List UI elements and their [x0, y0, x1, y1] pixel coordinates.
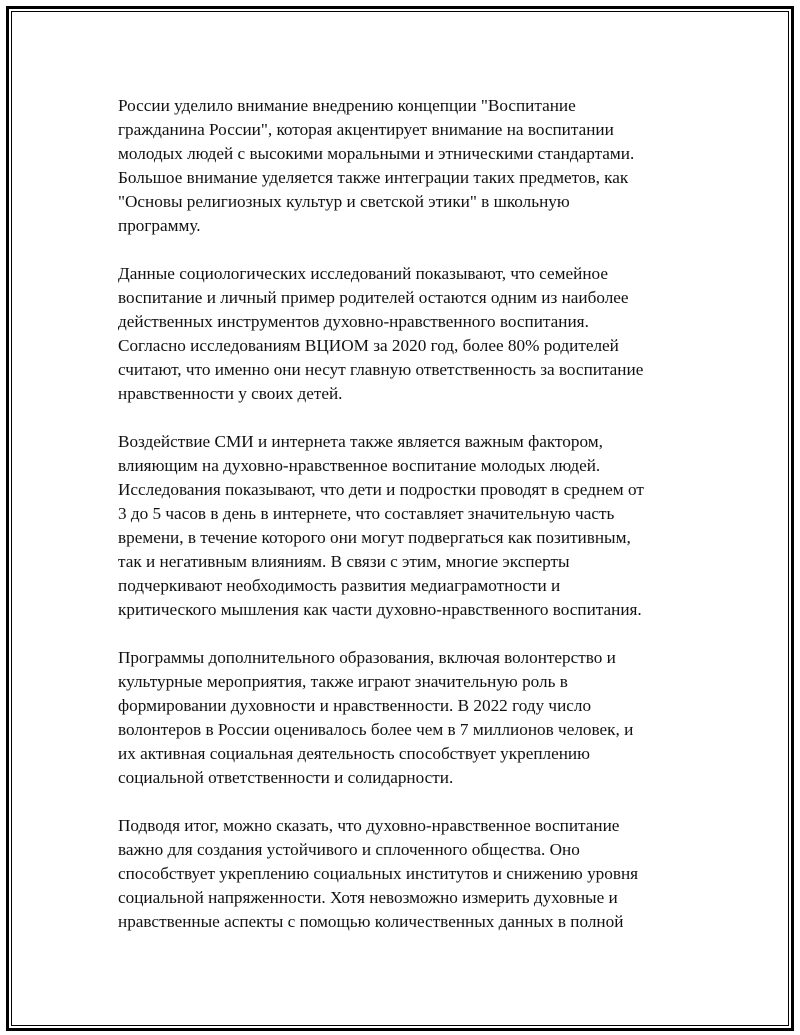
text-line: формировании духовности и нравственности. В 2022 году число: [118, 696, 592, 715]
paragraph: [118, 430, 688, 622]
text-line: Данные социологических исследований показывают, что семейное: [118, 264, 608, 283]
text-line: критического мышления как части духовно-нравственного воспитания.: [118, 600, 642, 619]
text-line: социальной ответственности и солидарности.: [118, 768, 454, 787]
paragraph: [118, 94, 688, 238]
text-line: "Основы религиозных культур и светской этики" в школьную: [118, 192, 570, 211]
text-line: Исследования показывают, что дети и подростки проводят в среднем от: [118, 480, 644, 499]
text-line: так и негативным влияниям. В связи с этим, многие эксперты: [118, 552, 570, 571]
text-line: влияющим на духовно-нравственное воспитание молодых людей.: [118, 456, 601, 475]
text-line: молодых людей с высокими моральными и этническими стандартами.: [118, 144, 635, 163]
paragraph: [118, 262, 688, 406]
text-line: культурные мероприятия, также играют значительную роль в: [118, 672, 568, 691]
text-line: 3 до 5 часов в день в интернете, что составляет значительную часть: [118, 504, 615, 523]
text-line: их активная социальная деятельность способствует укреплению: [118, 744, 590, 763]
text-line: считают, что именно они несут главную ответственность за воспитание: [118, 360, 644, 379]
text-line: гражданина России", которая акцентирует внимание на воспитании: [118, 120, 614, 139]
text-line: программу.: [118, 216, 201, 235]
text-line: воспитание и личный пример родителей остаются одним из наиболее: [118, 288, 629, 307]
document-body: [118, 94, 688, 958]
text-line: времени, в течение которого они могут подвергаться как позитивным,: [118, 528, 631, 547]
text-line: Большое внимание уделяется также интеграции таких предметов, как: [118, 168, 629, 187]
text-line: Подводя итог, можно сказать, что духовно-нравственное воспитание: [118, 816, 620, 835]
text-line: подчеркивают необходимость развития медиаграмотности и: [118, 576, 561, 595]
text-line: способствует укреплению социальных институтов и снижению уровня: [118, 864, 639, 883]
text-line: действенных инструментов духовно-нравственного воспитания.: [118, 312, 589, 331]
text-line: России уделило внимание внедрению концепции "Воспитание: [118, 96, 576, 115]
text-line: Воздействие СМИ и интернета также является важным фактором,: [118, 432, 603, 451]
paragraph: [118, 814, 688, 934]
text-line: Согласно исследованиям ВЦИОМ за 2020 год, более 80% родителей: [118, 336, 619, 355]
text-line: волонтеров в России оценивалось более чем в 7 миллионов человек, и: [118, 720, 634, 739]
text-line: нравственные аспекты с помощью количественных данных в полной: [118, 912, 624, 931]
paragraph: [118, 646, 688, 790]
text-line: социальной напряженности. Хотя невозможно измерить духовные и: [118, 888, 618, 907]
text-line: нравственности у своих детей.: [118, 384, 343, 403]
text-line: Программы дополнительного образования, включая волонтерство и: [118, 648, 616, 667]
text-line: важно для создания устойчивого и сплоченного общества. Оно: [118, 840, 580, 859]
